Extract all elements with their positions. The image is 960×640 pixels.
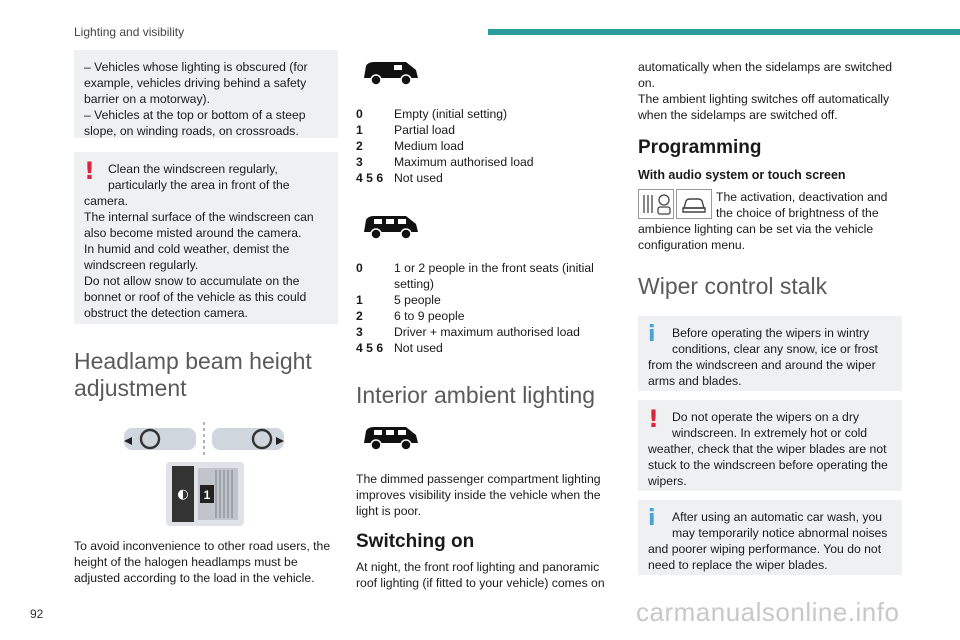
load-key: 1 <box>356 123 363 137</box>
load-key: 0 <box>356 107 363 121</box>
info-icon: i <box>648 506 656 531</box>
load-description: 5 people <box>394 293 441 307</box>
headlamp-body-text: To avoid inconvenience to other road users, the height of the halogen headlamps must be adjusted according to the load in the vehicle. <box>74 539 331 585</box>
headlamp-heading: Headlamp beam height adjustment <box>74 348 312 401</box>
intro-note-box <box>74 50 338 138</box>
switching-on-text: At night, the front roof lighting and panoramic roof lighting (if fitted to your vehicle) comes on <box>356 560 605 590</box>
page-number: 92 <box>30 607 44 621</box>
ambient-heading: Interior ambient lighting <box>356 382 596 408</box>
load-description: Driver + maximum authorised load <box>394 325 580 339</box>
dashboard-left-icon <box>124 428 196 450</box>
wintry-info-box <box>638 316 902 391</box>
load-key: 4 5 6 <box>356 341 384 355</box>
car-wash-first-lines: After using an automatic car wash, you may temporarily notice abnormal noises <box>672 510 888 540</box>
car-icon <box>676 189 712 219</box>
load-key: 2 <box>356 309 363 323</box>
van-passengers-icon <box>360 210 422 242</box>
load-table-1 <box>356 106 608 186</box>
headlamp-adjustment-illustration <box>74 418 338 528</box>
load-description: Medium load <box>394 139 464 153</box>
ambient-van-icon <box>360 421 422 453</box>
warning-first-lines: Clean the windscreen regularly, particularly the area in front of the <box>108 162 290 192</box>
programming-block <box>638 189 902 253</box>
load-key: 4 5 6 <box>356 171 384 185</box>
load-description: 6 to 9 people <box>394 309 465 323</box>
intro-note-text: – Vehicles whose lighting is obscured (for example, vehicles driving behind a safety barrier on a motorway). – Vehicles at the top or bottom of a steep slope, on winding roads, on crossroads. <box>84 60 308 138</box>
column-middle <box>356 50 608 591</box>
warning-text: camera. The internal surface of the windscreen can also become misted around the camera. In humid and cold weather, demist the windscreen regularly. Do not allow snow to accumulate on the bonnet or roof of the vehicle as this could obstruct the detection camera. <box>84 194 314 320</box>
info-icon: i <box>648 322 656 347</box>
car-wash-rest-text: and poorer wiping performance. You do not need to replace the wiper blades. <box>648 542 882 572</box>
load-key: 2 <box>356 139 363 153</box>
dry-windscreen-warning-box <box>638 400 902 491</box>
section-title: Lighting and visibility <box>74 25 185 39</box>
load-key: 3 <box>356 325 363 339</box>
wiper-heading: Wiper control stalk <box>638 273 828 299</box>
load-table-2 <box>356 260 608 356</box>
warning-icon: ! <box>648 405 659 433</box>
dry-windscreen-rest-text: weather, check that the wiper blades are not stuck to the windscreen before operating the wipers. <box>648 442 888 488</box>
dry-windscreen-first-lines: Do not operate the wipers on a dry windscreen. In extremely hot or cold <box>672 410 868 440</box>
windscreen-warning-box <box>74 152 338 324</box>
load-description: Maximum authorised load <box>394 155 534 169</box>
programming-text-rest: ambience lighting can be set via the vehicle configuration menu. <box>638 222 874 252</box>
column-left <box>74 50 338 586</box>
load-description: Not used <box>394 171 443 185</box>
load-description: Empty (initial setting) <box>394 107 508 121</box>
ambient-body-text: The dimmed passenger compartment lighting improves visibility inside the vehicle when the light is poor. <box>356 472 601 518</box>
column-right <box>638 50 902 575</box>
header-accent-bar <box>488 29 960 35</box>
audio-system-icon <box>638 189 674 219</box>
load-key: 0 <box>356 261 363 275</box>
load-key: 1 <box>356 293 363 307</box>
dashboard-right-icon <box>212 428 284 450</box>
car-wash-info-box <box>638 500 902 575</box>
programming-text-first: The activation, deactivation and the choice of brightness of the <box>716 190 888 220</box>
load-key: 3 <box>356 155 363 169</box>
switching-on-heading: Switching on <box>356 531 475 552</box>
load-description: Partial load <box>394 123 455 137</box>
ambient-continuation-text: automatically when the sidelamps are switched on. The ambient lighting switches off automatically when the sidelamps are switched off. <box>638 60 893 122</box>
warning-icon: ! <box>84 157 95 185</box>
svg-text:◐: ◐ <box>177 487 189 502</box>
wintry-rest-text: from the windscreen and around the wiper arms and blades. <box>648 358 876 388</box>
load-description: 1 or 2 people in the front seats (initial setting) <box>394 261 594 291</box>
programming-heading: Programming <box>638 137 762 158</box>
headlamp-dial <box>166 462 244 526</box>
watermark: carmanualsonline.info <box>636 597 900 627</box>
van-icon <box>360 56 422 88</box>
load-description: Not used <box>394 341 443 355</box>
wintry-first-lines: Before operating the wipers in wintry conditions, clear any snow, ice or frost <box>672 326 878 356</box>
dial-value: 1 <box>203 488 211 502</box>
programming-subheading: With audio system or touch screen <box>638 168 846 182</box>
